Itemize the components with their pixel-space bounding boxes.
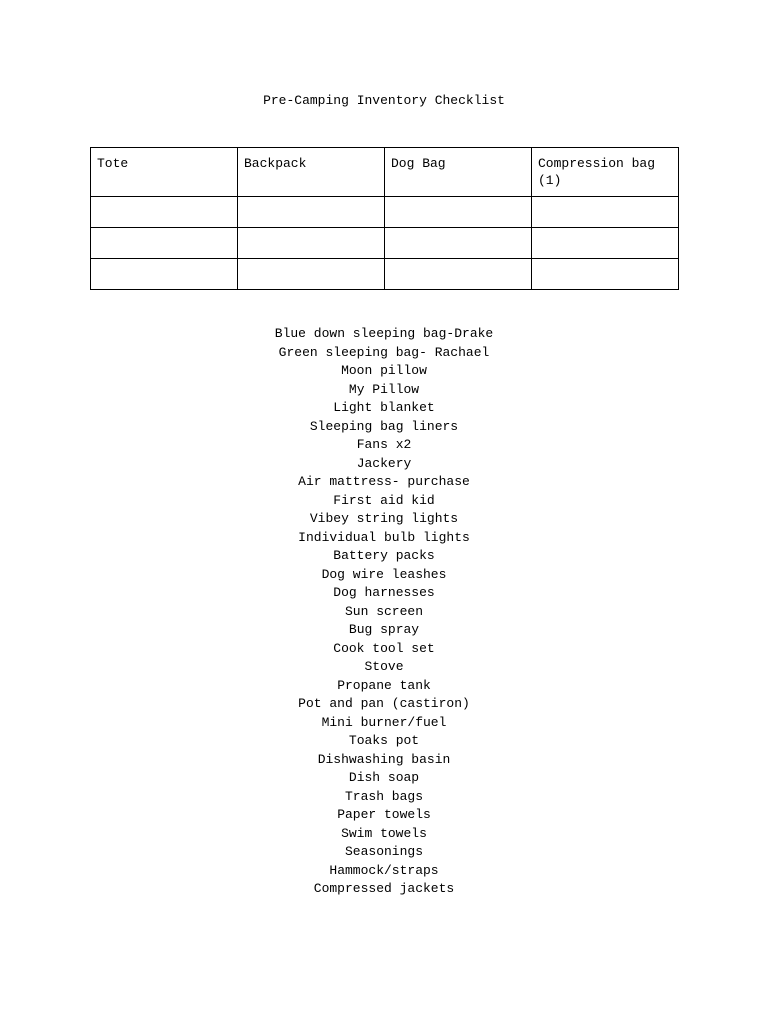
list-item: Sleeping bag liners	[309, 418, 459, 434]
list-item: Stove	[364, 659, 404, 674]
list-item: Seasonings	[344, 844, 423, 859]
table-row	[91, 259, 679, 290]
list-item: Air mattress- purchase	[298, 474, 470, 489]
list-item: Fans x2	[356, 437, 412, 452]
list-item: Light blanket	[333, 400, 435, 415]
table-cell	[91, 228, 238, 259]
table-cell	[238, 197, 385, 228]
table-cell	[238, 259, 385, 290]
table-cell	[532, 228, 679, 259]
list-item: Dog wire leashes	[321, 566, 447, 582]
list-item: Jackery	[356, 455, 412, 471]
list-item: Moon pillow	[341, 363, 427, 378]
list-item: Swim towels	[341, 825, 427, 841]
list-item: Paper towels	[337, 807, 431, 822]
list-item: Cook tool set	[333, 640, 435, 656]
list-item: Green sleeping bag- Rachael	[278, 344, 490, 360]
page-title: Pre-Camping Inventory Checklist	[263, 93, 505, 108]
table-cell	[238, 228, 385, 259]
table-cell	[532, 259, 679, 290]
header-cell-compression-bag: Compression bag (1)	[532, 148, 679, 197]
table-header-row	[91, 148, 679, 197]
table-cell	[385, 197, 532, 228]
table-cell	[385, 228, 532, 259]
list-item: Battery packs	[333, 548, 435, 563]
list-item: First aid kid	[333, 492, 435, 508]
checklist-items	[0, 325, 768, 899]
list-item: Individual bulb lights	[298, 529, 470, 545]
header-cell-backpack: Backpack	[238, 148, 385, 197]
list-item: Mini burner/fuel	[321, 714, 447, 730]
list-item: Dish soap	[348, 770, 420, 785]
list-item: Vibey string lights	[309, 511, 459, 526]
list-item: Compressed jackets	[313, 881, 455, 896]
inventory-table	[90, 147, 679, 290]
list-item: Hammock/straps	[329, 862, 439, 878]
list-item: Dishwashing basin	[317, 751, 451, 767]
list-item: Dog harnesses	[333, 585, 435, 600]
header-cell-tote: Tote	[91, 148, 238, 197]
list-item: My Pillow	[348, 381, 420, 397]
table-row	[91, 228, 679, 259]
list-item: Sun screen	[344, 603, 423, 619]
table-row	[91, 197, 679, 228]
header-cell-dog-bag: Dog Bag	[385, 148, 532, 197]
list-item: Toaks pot	[348, 733, 420, 748]
table-cell	[532, 197, 679, 228]
table-cell	[91, 259, 238, 290]
list-item: Blue down sleeping bag-Drake	[274, 326, 494, 341]
list-item: Bug spray	[348, 622, 420, 637]
table-cell	[91, 197, 238, 228]
table-cell	[385, 259, 532, 290]
list-item: Pot and pan (castiron)	[298, 696, 470, 711]
list-item: Trash bags	[344, 788, 423, 804]
list-item: Propane tank	[337, 677, 431, 693]
